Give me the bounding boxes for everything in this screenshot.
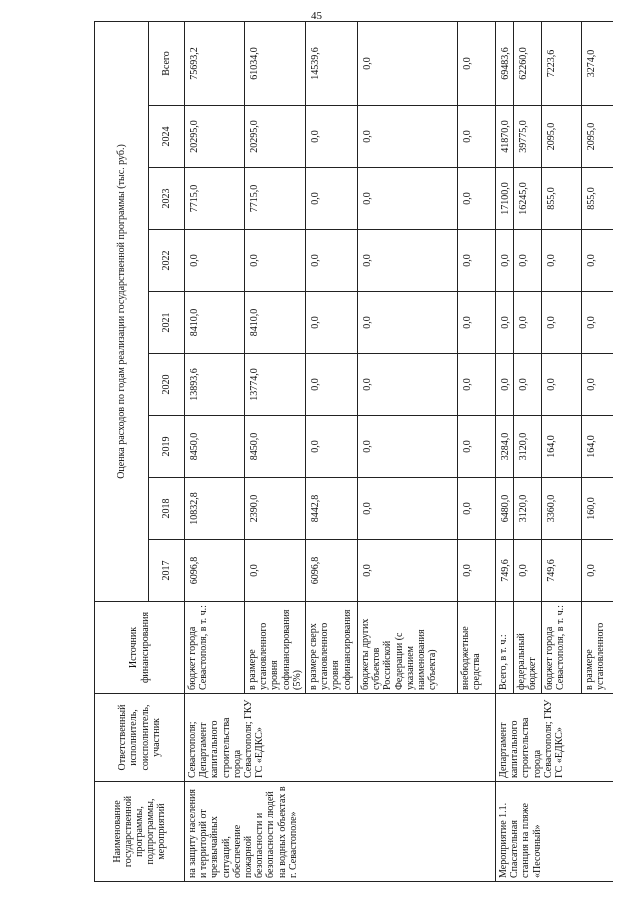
value-cell: 855,0 [541,168,581,230]
source-cell: в размере установленного [581,602,613,694]
value-cell: 855,0 [581,168,613,230]
value-cell: 13774,0 [245,354,306,416]
value-cell: 13893,6 [185,354,245,416]
value-cell: 0,0 [305,106,357,168]
value-cell: 0,0 [457,540,495,602]
value-cell: 0,0 [357,416,457,478]
value-cell: 0,0 [245,230,306,292]
value-cell: 2095,0 [581,106,613,168]
source-cell: Всего, в т. ч.: [495,602,513,694]
value-cell: 0,0 [514,230,541,292]
total-cell: 0,0 [457,21,495,105]
value-cell: 39775,0 [514,106,541,168]
header-total: Всего [149,21,185,105]
value-cell: 7715,0 [245,168,306,230]
value-cell: 0,0 [305,230,357,292]
value-cell: 0,0 [495,354,513,416]
value-cell: 0,0 [305,292,357,354]
header-year: 2018 [149,478,185,540]
value-cell: 0,0 [457,230,495,292]
header-year: 2020 [149,354,185,416]
value-cell: 7715,0 [185,168,245,230]
header-source: Источник финансирования [95,602,185,694]
header-year: 2023 [149,168,185,230]
value-cell: 0,0 [541,230,581,292]
value-cell: 8450,0 [245,416,306,478]
value-cell: 0,0 [357,106,457,168]
source-cell: внебюджетные средства [457,602,495,694]
value-cell: 41870,0 [495,106,513,168]
source-cell: в размере установленного уровня софинансирования (5%) [245,602,306,694]
value-cell: 0,0 [245,540,306,602]
value-cell: 17100,0 [495,168,513,230]
header-name: Наименование государственной программы, подпрограммы, мероприятий [95,782,185,882]
value-cell: 8410,0 [245,292,306,354]
header-year: 2021 [149,292,185,354]
value-cell: 8442,8 [305,478,357,540]
value-cell: 0,0 [357,230,457,292]
value-cell: 0,0 [457,354,495,416]
total-cell: 69483,6 [495,21,513,105]
value-cell: 164,0 [541,416,581,478]
responsible-cell: Севастополя; Департамент капитального строительства города Севастополя; ГКУ ГС «ЕДКС» [185,694,496,782]
value-cell: 8450,0 [185,416,245,478]
value-cell: 0,0 [541,292,581,354]
value-cell: 0,0 [581,540,613,602]
value-cell: 3284,0 [495,416,513,478]
value-cell: 749,6 [495,540,513,602]
value-cell: 0,0 [357,292,457,354]
header-year: 2022 [149,230,185,292]
page-number: 45 [311,10,322,22]
value-cell: 164,0 [581,416,613,478]
total-cell: 14539,6 [305,21,357,105]
value-cell: 3120,0 [514,478,541,540]
value-cell: 3360,0 [541,478,581,540]
source-cell: бюджет города Севастополя, в т. ч.: [541,602,581,694]
total-cell: 0,0 [357,21,457,105]
value-cell: 0,0 [457,106,495,168]
value-cell: 2390,0 [245,478,306,540]
total-cell: 61034,0 [245,21,306,105]
value-cell: 16245,0 [514,168,541,230]
rotated-table-container [94,22,610,882]
header-estimate: Оценка расходов по годам реализации государственной программы (тыс. руб.) [95,21,149,601]
value-cell: 0,0 [514,292,541,354]
value-cell: 160,0 [581,478,613,540]
program-name-cell: на защиту населения и территорий от чрезвычайных ситуаций, обеспечение пожарной безопасности и безопасности людей на водных объектах в г. Севастополе» [185,782,496,882]
value-cell: 0,0 [495,230,513,292]
value-cell: 0,0 [457,292,495,354]
value-cell: 0,0 [457,416,495,478]
value-cell: 0,0 [305,354,357,416]
value-cell: 20295,0 [185,106,245,168]
value-cell: 6096,8 [305,540,357,602]
source-cell: в размере сверх установленного уровня софинансирования [305,602,357,694]
value-cell: 0,0 [581,230,613,292]
value-cell: 6480,0 [495,478,513,540]
value-cell: 0,0 [305,168,357,230]
total-cell: 75693,2 [185,21,245,105]
value-cell: 0,0 [305,416,357,478]
value-cell: 0,0 [185,230,245,292]
value-cell: 749,6 [541,540,581,602]
source-cell: федеральный бюджет [514,602,541,694]
total-cell: 62260,0 [514,21,541,105]
value-cell: 0,0 [581,354,613,416]
value-cell: 6096,8 [185,540,245,602]
value-cell: 0,0 [495,292,513,354]
value-cell: 8410,0 [185,292,245,354]
value-cell: 3120,0 [514,416,541,478]
value-cell: 0,0 [457,478,495,540]
value-cell: 0,0 [457,168,495,230]
header-year: 2017 [149,540,185,602]
value-cell: 0,0 [514,354,541,416]
value-cell: 10832,8 [185,478,245,540]
value-cell: 0,0 [357,478,457,540]
total-cell: 7223,6 [541,21,581,105]
header-responsible: Ответственный исполнитель, соисполнитель, участник [95,694,185,782]
value-cell: 0,0 [357,354,457,416]
value-cell: 0,0 [357,168,457,230]
value-cell: 0,0 [581,292,613,354]
source-cell: бюджеты других субъектов Российской Федерации (с указанием наименования субъекта) [357,602,457,694]
value-cell: 20295,0 [245,106,306,168]
value-cell: 0,0 [541,354,581,416]
budget-table [94,21,613,882]
value-cell: 0,0 [514,540,541,602]
value-cell: 2095,0 [541,106,581,168]
header-year: 2024 [149,106,185,168]
table-row [185,21,245,881]
total-cell: 3274,0 [581,21,613,105]
header-year: 2019 [149,416,185,478]
responsible-cell: Департамент капитального строительства города Севастополя; ГКУ ГС «ЕДКС» [495,694,613,782]
source-cell: бюджет города Севастополя, в т. ч.: [185,602,245,694]
value-cell: 0,0 [357,540,457,602]
program-name-cell: Мероприятие 1.1. Спасательная станция на пляже «Песочный» [495,782,613,882]
table-row [495,21,513,881]
